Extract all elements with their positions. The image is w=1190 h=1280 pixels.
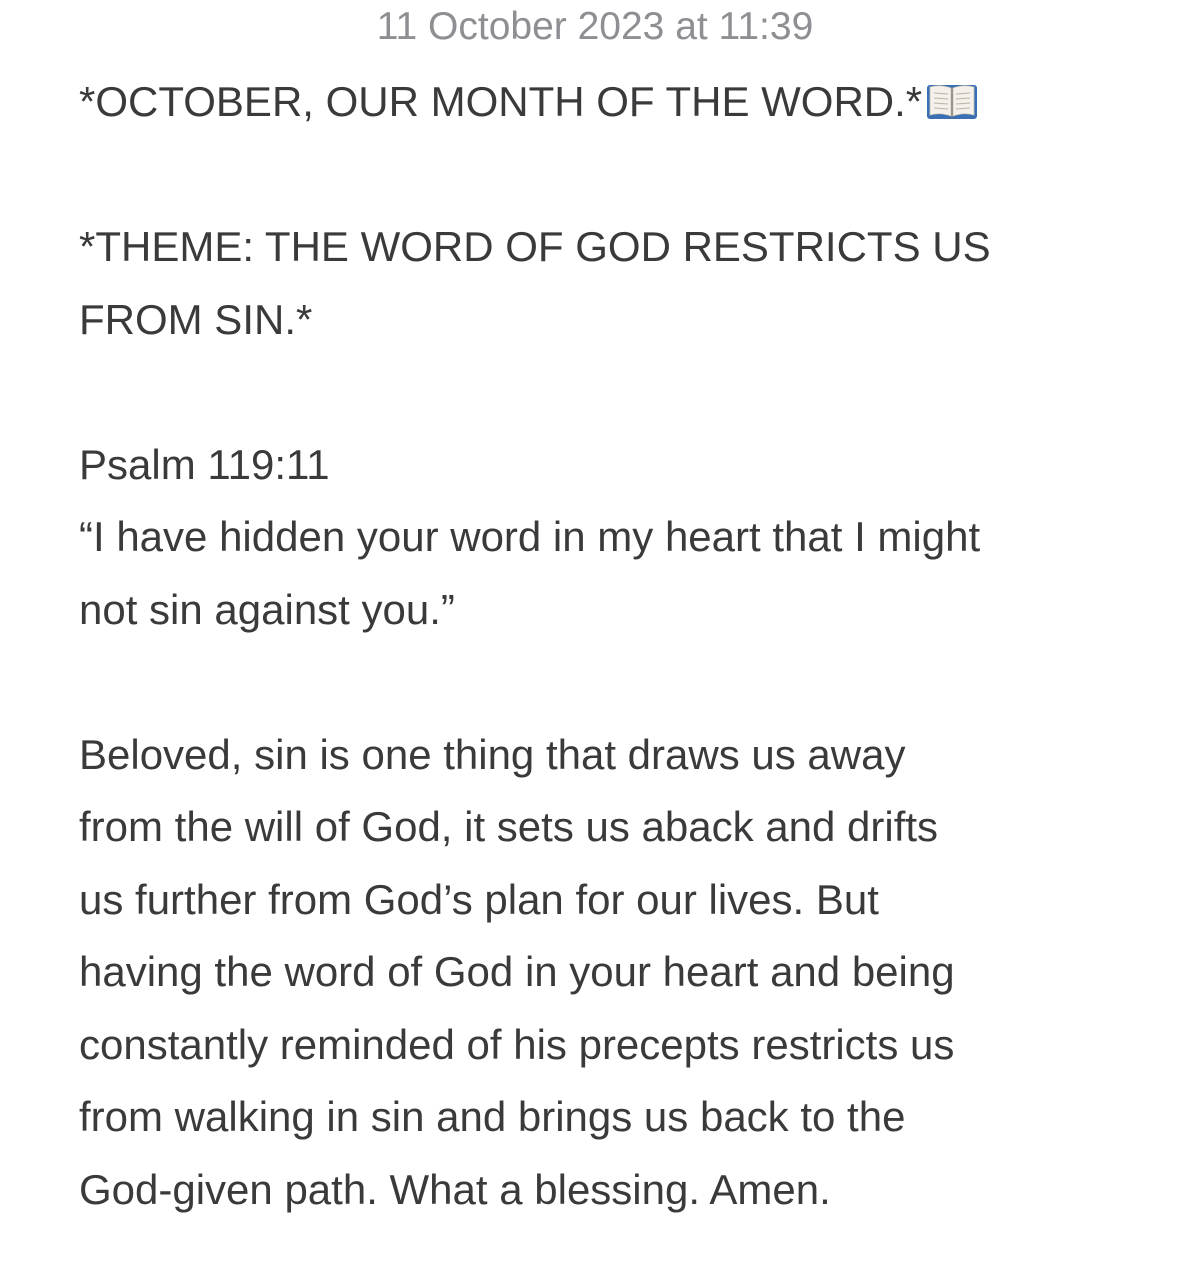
body-line-7: God-given path. What a blessing. Amen.	[79, 1165, 831, 1213]
note-body[interactable]	[79, 66, 1119, 1226]
note-timestamp: 11 October 2023 at 11:39	[376, 5, 814, 48]
note-title: *OCTOBER, OUR MONTH OF THE WORD.*	[79, 78, 923, 125]
body-line-2: from the will of God, it sets us aback and drifts	[79, 803, 939, 850]
body-line-1: Beloved, sin is one thing that draws us away	[79, 730, 906, 778]
verse-line-2: not sin against you.”	[79, 585, 455, 633]
open-book-icon	[926, 82, 978, 120]
verse-reference: Psalm 119:11	[79, 440, 330, 488]
blank-line	[79, 646, 1119, 719]
verse-line-1: “I have hidden your word in my heart that I might	[79, 513, 981, 560]
body-line-6: from walking in sin and brings us back to the	[79, 1093, 906, 1140]
theme-line-2: FROM SIN.*	[79, 295, 313, 343]
theme-line-1: *THEME: THE WORD OF GOD RESTRICTS US	[79, 223, 991, 270]
body-line-3: us further from God’s plan for our lives. But	[79, 875, 879, 923]
body-line-4: having the word of God in your heart and being	[79, 948, 955, 995]
body-line-5: constantly reminded of his precepts restricts us	[79, 1020, 955, 1068]
blank-line	[79, 139, 1119, 212]
note-title-line	[79, 66, 1119, 139]
blank-line	[79, 356, 1119, 429]
